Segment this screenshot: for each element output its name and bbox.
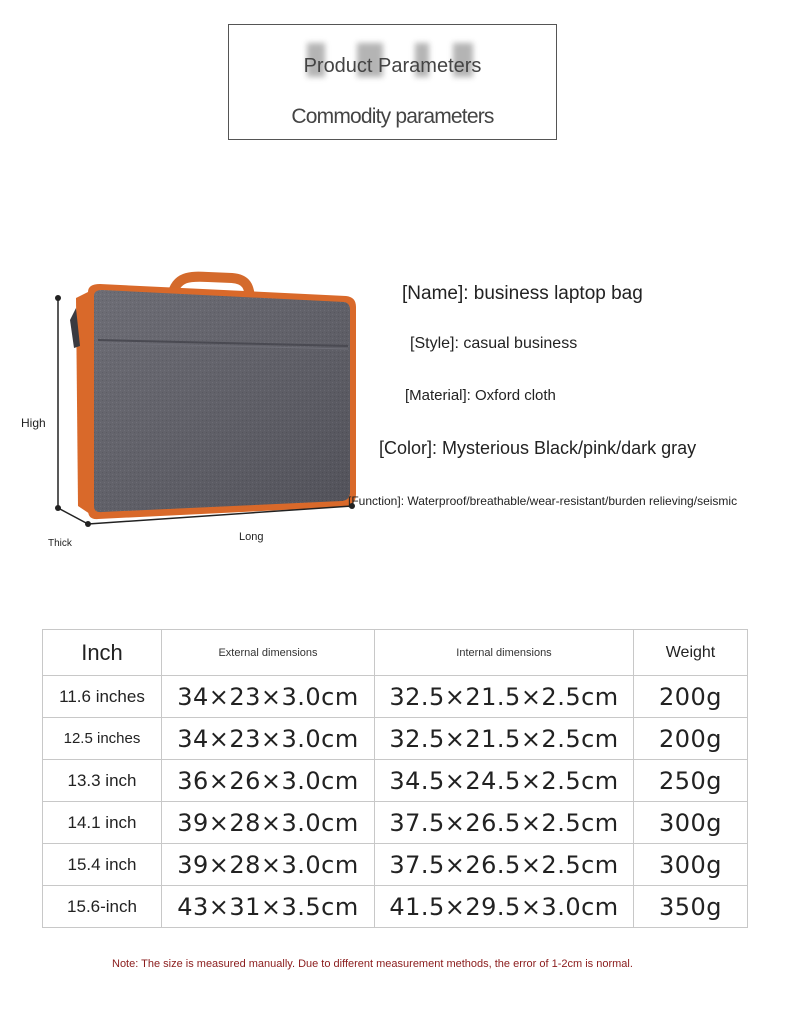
title-box	[228, 24, 557, 140]
cell-external: 36×26×3.0cm	[162, 760, 375, 802]
cell-weight: 300g	[634, 802, 748, 844]
cell-external: 34×23×3.0cm	[162, 676, 375, 718]
param-style: [Style]: casual business	[410, 335, 578, 352]
cell-weight: 200g	[634, 676, 748, 718]
cell-weight: 350g	[634, 886, 748, 928]
cell-external: 43×31×3.5cm	[162, 886, 375, 928]
table-row	[43, 760, 748, 802]
cell-inch: 12.5 inches	[43, 718, 162, 760]
laptop-bag-image	[0, 262, 370, 562]
table-row	[43, 844, 748, 886]
cell-weight: 250g	[634, 760, 748, 802]
param-material: [Material]: Oxford cloth	[405, 387, 556, 404]
table-row	[43, 718, 748, 760]
measurement-note: Note: The size is measured manually. Due to different measurement methods, the error of 1-2cm is normal.	[112, 958, 633, 970]
page-subtitle: Commodity parameters	[291, 105, 494, 128]
cell-weight: 200g	[634, 718, 748, 760]
cell-inch: 15.4 inch	[43, 844, 162, 886]
param-name: [Name]: business laptop bag	[402, 283, 643, 304]
dimension-long-label: Long	[239, 531, 264, 543]
cell-internal: 37.5×26.5×2.5cm	[375, 844, 634, 886]
header-external-dimensions: External dimensions	[162, 630, 375, 676]
cell-inch: 13.3 inch	[43, 760, 162, 802]
cell-inch: 15.6-inch	[43, 886, 162, 928]
dimension-high-label: High	[21, 416, 46, 430]
header-weight: Weight	[634, 630, 748, 676]
cell-internal: 34.5×24.5×2.5cm	[375, 760, 634, 802]
size-table	[42, 629, 748, 928]
table-row	[43, 802, 748, 844]
cell-internal: 32.5×21.5×2.5cm	[375, 676, 634, 718]
param-function: [Function]: Waterproof/breathable/wear-resistant/burden relieving/seismic	[348, 494, 738, 508]
cell-internal: 32.5×21.5×2.5cm	[375, 718, 634, 760]
dimension-thick-label: Thick	[48, 538, 72, 549]
table-row	[43, 676, 748, 718]
header-internal-dimensions: Internal dimensions	[375, 630, 634, 676]
table-header-row	[43, 630, 748, 676]
cell-internal: 41.5×29.5×3.0cm	[375, 886, 634, 928]
cell-weight: 300g	[634, 844, 748, 886]
cell-internal: 37.5×26.5×2.5cm	[375, 802, 634, 844]
cell-inch: 11.6 inches	[43, 676, 162, 718]
param-color: [Color]: Mysterious Black/pink/dark gray	[379, 438, 697, 458]
header-inch: Inch	[43, 630, 162, 676]
cell-external: 39×28×3.0cm	[162, 802, 375, 844]
page-title: Product Parameters	[303, 55, 482, 77]
cell-external: 39×28×3.0cm	[162, 844, 375, 886]
cell-inch: 14.1 inch	[43, 802, 162, 844]
table-row	[43, 886, 748, 928]
cell-external: 34×23×3.0cm	[162, 718, 375, 760]
